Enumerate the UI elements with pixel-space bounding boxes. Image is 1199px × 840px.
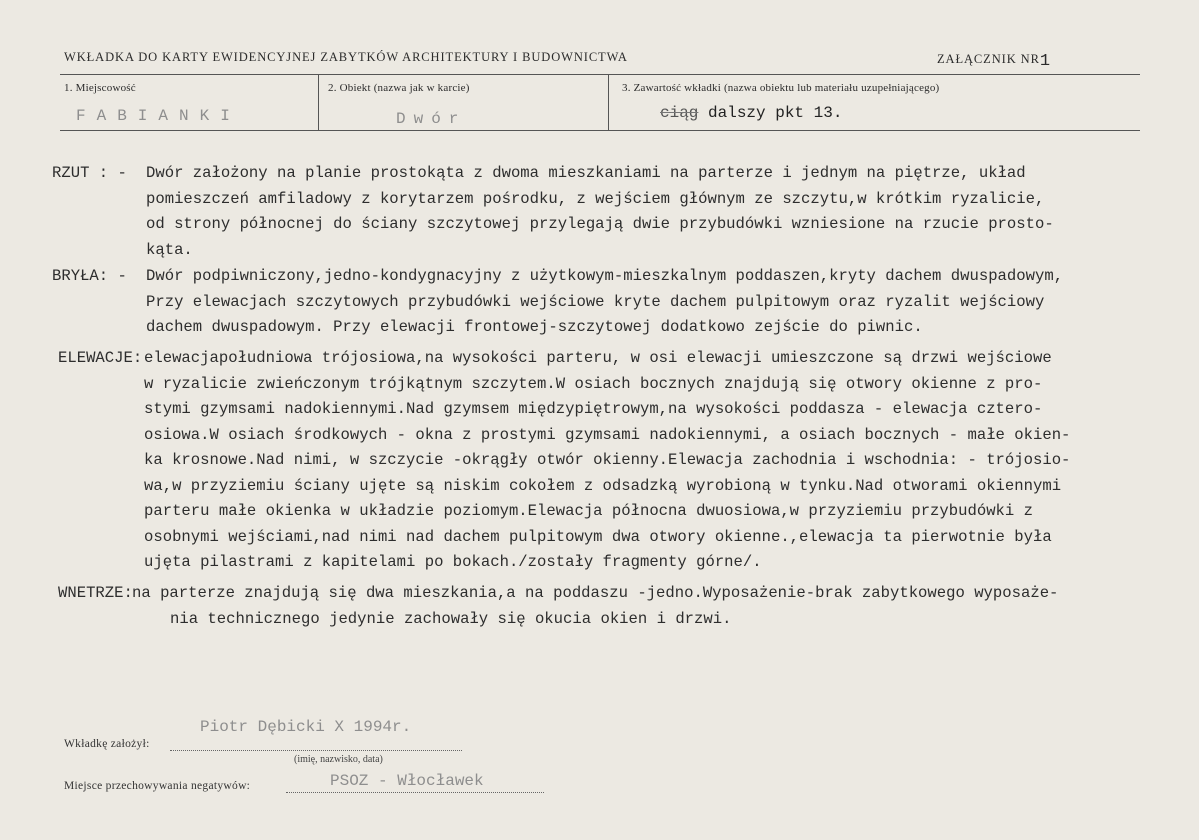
section-label-elewacje: ELEWACJE: bbox=[58, 349, 143, 367]
text-line: dachem dwuspadowym. Przy elewacji frontowej-szczytowej dodatkowo zejście do piwnic. bbox=[146, 318, 923, 336]
text-line: Dwór założony na planie prostokąta z dwoma mieszkaniami na parterze i jednym na piętrze, układ bbox=[146, 164, 1026, 182]
text-line: wa,w przyziemiu ściany ujęte są niskim cokołem z odsadzką wyrobioną w tynku.Nad otworami okiennymi bbox=[144, 476, 1062, 495]
text-line: parteru małe okienka w układzie poziomym.Elewacja północna dwuosiowa,w przyziemiu przybudówki z bbox=[144, 502, 1033, 520]
section-label-rzut: RZUT : - bbox=[52, 164, 127, 182]
text-line: ka krosnowe.Nad nimi, w szczycie -okrągły otwór okienny.Elewacja zachodnia i wschodnia: - trójosio- bbox=[144, 451, 1071, 469]
text-line: nia technicznego jedynie zachowały się okucia okien i drzwi. bbox=[170, 609, 732, 628]
section-wnetrze bbox=[58, 581, 1058, 632]
object-value: Dwór bbox=[396, 110, 467, 128]
text-line: elewacjapołudniowa trójosiowa,na wysokości parteru, w osi elewacji umieszczone są drzwi wejściowe bbox=[144, 349, 1052, 367]
text-line: Dwór podpiwniczony,jedno-kondygnacyjny z użytkowym-mieszkalnym poddaszen,kryty dachem dwuspadowym, bbox=[146, 267, 1064, 285]
section-label-wnetrze: WNETRZE: bbox=[58, 584, 133, 602]
author-value: Piotr Dębicki X 1994r. bbox=[200, 718, 412, 736]
annex-number bbox=[937, 50, 1051, 69]
text-line: stymi gzymsami nadokiennymi.Nad gzymsem międzypiętrowym,na wysokości poddasza - elewacja cztero- bbox=[144, 400, 1043, 418]
storage-value: PSOZ - Włocławek bbox=[330, 772, 484, 790]
header-bottom-rule bbox=[60, 130, 1140, 131]
column-divider-2 bbox=[608, 74, 609, 130]
text-line: osobnymi wejściami,nad nimi nad dachem pulpitowym dwa otwory okienne.,elewacja ta pierwotnie była bbox=[144, 527, 1052, 546]
annex-number-value: 1 bbox=[1039, 52, 1051, 71]
storage-dotted-line bbox=[286, 792, 544, 793]
object-label: 2. Obiekt (nazwa jak w karcie) bbox=[328, 82, 470, 94]
storage-label: Miejsce przechowywania negatywów: bbox=[64, 780, 251, 792]
text-line: na parterze znajdują się dwa mieszkania,a na poddaszu -jedno.Wyposażenie-brak zabytkowego wyposaże- bbox=[132, 584, 1059, 602]
form-title: WKŁADKA DO KARTY EWIDENCYJNEJ ZABYTKÓW ARCHITEKTURY I BUDOWNICTWA bbox=[64, 50, 628, 64]
column-divider-1 bbox=[318, 74, 319, 130]
author-hint: (imię, nazwisko, data) bbox=[294, 754, 383, 765]
text-line: osiowa.W osiach środkowych - okna z prostymi gzymsami nadokiennymi, a osiach bocznych - małe okien- bbox=[144, 425, 1071, 444]
author-dotted-line bbox=[170, 750, 462, 751]
text-line: od strony północnej do ściany szczytowej przylegają dwie przybudówki wzniesione na rzucie prosto- bbox=[146, 215, 1054, 233]
content-label: 3. Zawartość wkładki (nazwa obiektu lub materiału uzupełniającego) bbox=[622, 82, 940, 94]
text-line: kąta. bbox=[146, 240, 193, 259]
content-value-struck: ciąg bbox=[660, 104, 699, 122]
author-label: Wkładkę założył: bbox=[64, 738, 150, 750]
header-top-rule bbox=[60, 74, 1140, 75]
content-value bbox=[660, 104, 842, 122]
annex-label: ZAŁĄCZNIK NR bbox=[937, 52, 1040, 66]
content-value-text: dalszy pkt 13. bbox=[708, 104, 843, 122]
section-elewacje bbox=[58, 346, 1070, 576]
text-line: pomieszczeń amfiladowy z korytarzem pośrodku, z wejściem głównym ze szczytu,w krótkim ryzalicie, bbox=[146, 189, 1045, 208]
place-value: FABIANKI bbox=[76, 107, 241, 125]
text-line: w ryzalicie zwieńczonym trójkątnym szczytem.W osiach bocznych znajdują się otwory okienne z pro- bbox=[144, 374, 1043, 393]
place-label: 1. Miejscowość bbox=[64, 82, 136, 94]
text-line: Przy elewacjach szczytowych przybudówki wejściowe kryte dachem pulpitowym oraz ryzalit wejściowy bbox=[146, 292, 1045, 311]
text-line: ujęta pilastrami z kapitelami po bokach./zostały fragmenty górne/. bbox=[144, 553, 762, 571]
section-rzut bbox=[52, 161, 1054, 263]
section-bryla bbox=[52, 264, 1063, 341]
section-label-bryla: BRYŁA: - bbox=[52, 267, 127, 285]
